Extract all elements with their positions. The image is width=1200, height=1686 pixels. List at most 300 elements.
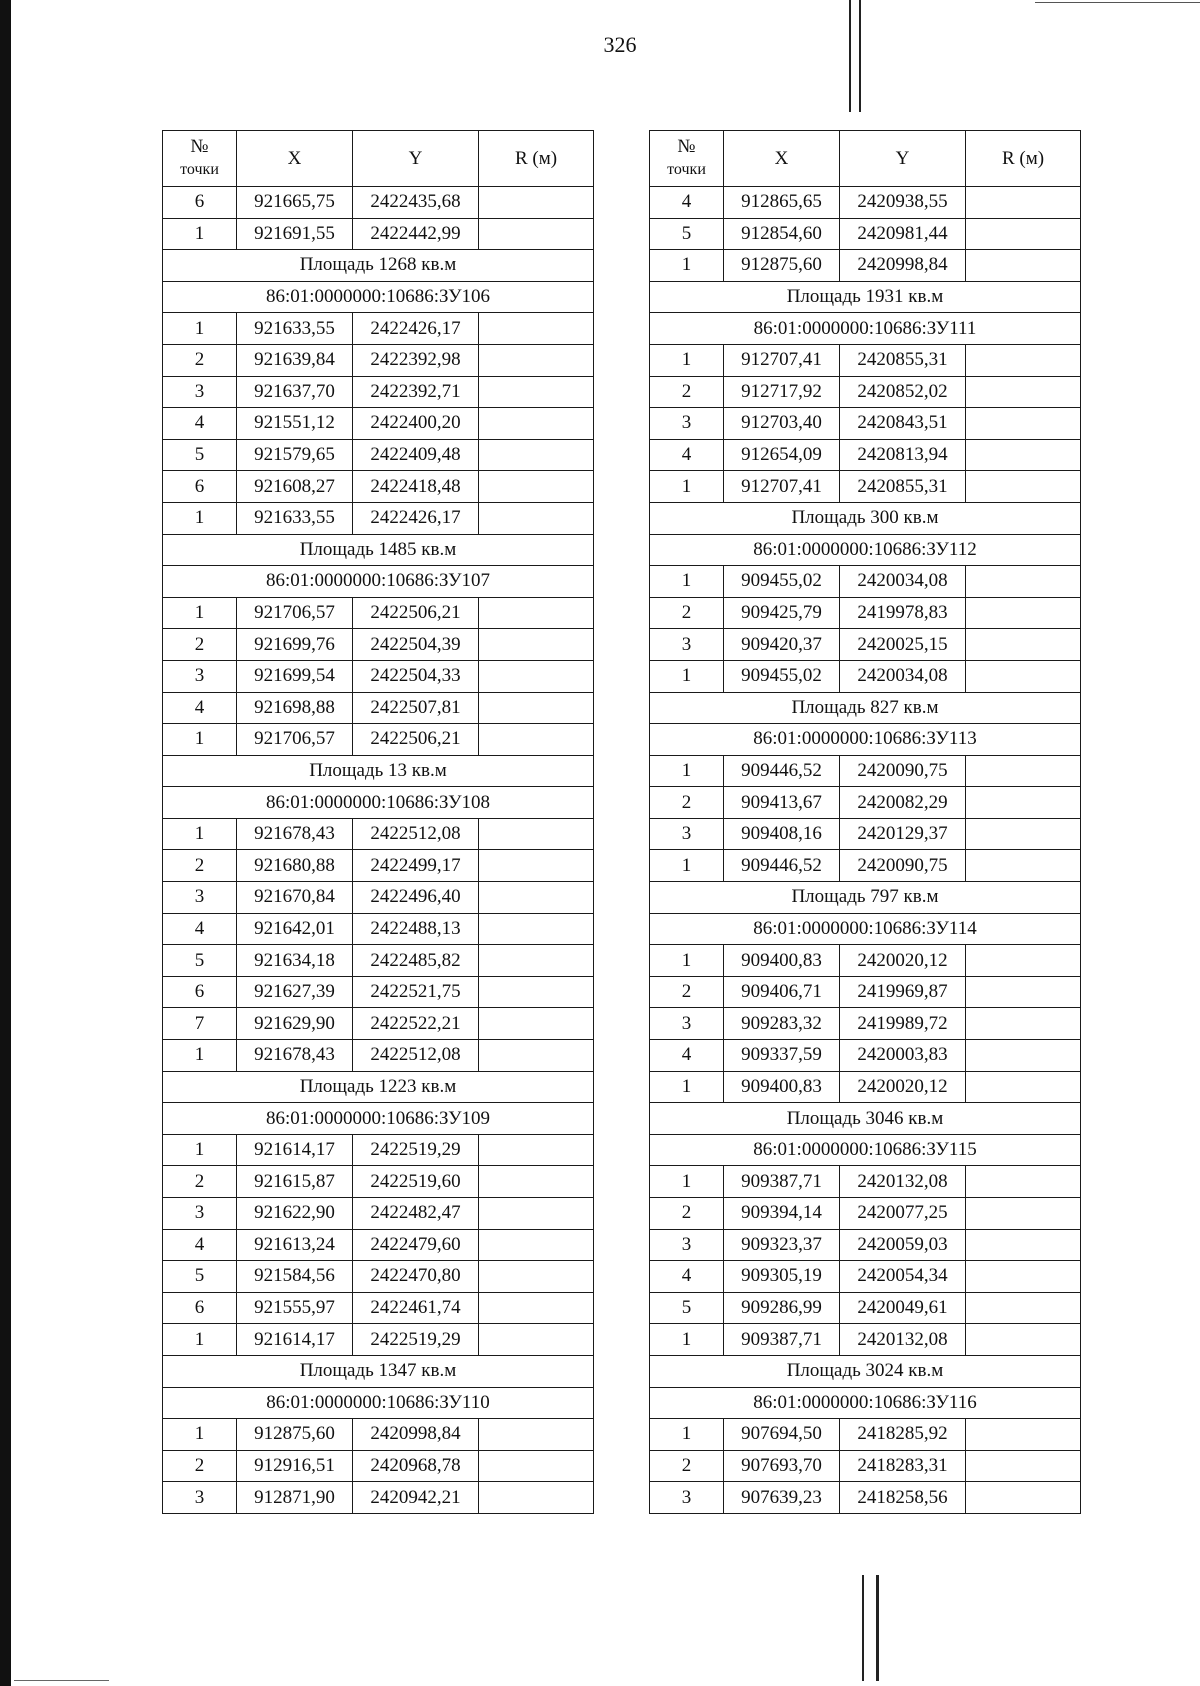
y-coordinate-cell: 2418283,31 (840, 1450, 966, 1482)
table-row (163, 597, 594, 629)
x-coordinate-cell: 907694,50 (724, 1419, 840, 1451)
point-number-cell: 4 (163, 692, 237, 724)
section-label-row (650, 313, 1081, 345)
radius-cell (479, 408, 594, 440)
section-label-row (163, 534, 594, 566)
y-coordinate-cell: 2420020,12 (840, 945, 966, 977)
parcel-cadastral-number: 86:01:0000000:10686:ЗУ114 (650, 913, 1081, 945)
y-coordinate-cell: 2422435,68 (353, 187, 479, 219)
y-coordinate-cell: 2420129,37 (840, 818, 966, 850)
table-row (163, 818, 594, 850)
x-coordinate-cell: 909446,52 (724, 850, 840, 882)
point-number-cell: 5 (163, 1261, 237, 1293)
parcel-area: Площадь 3024 кв.м (650, 1355, 1081, 1387)
table-row (163, 976, 594, 1008)
x-coordinate-cell: 921642,01 (237, 913, 353, 945)
section-label-row (163, 787, 594, 819)
binder-line (859, 0, 861, 112)
y-coordinate-cell: 2418258,56 (840, 1482, 966, 1514)
parcel-area: Площадь 1268 кв.м (163, 250, 594, 282)
point-number-cell: 5 (163, 945, 237, 977)
point-number-cell: 3 (650, 1008, 724, 1040)
radius-cell (479, 313, 594, 345)
radius-cell (966, 597, 1081, 629)
point-number-cell: 1 (650, 250, 724, 282)
y-coordinate-cell: 2420054,34 (840, 1261, 966, 1293)
table-row (163, 471, 594, 503)
radius-cell (966, 344, 1081, 376)
table-row (163, 1229, 594, 1261)
table-row (163, 1134, 594, 1166)
x-coordinate-cell: 912703,40 (724, 408, 840, 440)
point-number-cell: 1 (650, 660, 724, 692)
x-coordinate-cell: 909406,71 (724, 976, 840, 1008)
section-label-row (163, 755, 594, 787)
coordinates-table-left (162, 130, 594, 1514)
radius-cell (966, 376, 1081, 408)
x-coordinate-cell: 912654,09 (724, 439, 840, 471)
x-coordinate-cell: 921627,39 (237, 976, 353, 1008)
y-coordinate-cell: 2420025,15 (840, 629, 966, 661)
radius-cell (966, 976, 1081, 1008)
x-coordinate-cell: 912707,41 (724, 471, 840, 503)
parcel-area: Площадь 1931 кв.м (650, 281, 1081, 313)
y-coordinate-cell: 2422418,48 (353, 471, 479, 503)
x-coordinate-cell: 921639,84 (237, 344, 353, 376)
x-coordinate-cell: 909394,14 (724, 1198, 840, 1230)
x-coordinate-cell: 921637,70 (237, 376, 353, 408)
y-coordinate-cell: 2420855,31 (840, 471, 966, 503)
binder-line (862, 1575, 864, 1681)
x-coordinate-cell: 909455,02 (724, 660, 840, 692)
x-coordinate-cell: 921691,55 (237, 218, 353, 250)
x-coordinate-cell: 921579,65 (237, 439, 353, 471)
y-coordinate-cell: 2422400,20 (353, 408, 479, 440)
y-coordinate-cell: 2420132,08 (840, 1166, 966, 1198)
table-row (163, 882, 594, 914)
table-row (163, 408, 594, 440)
radius-cell (966, 629, 1081, 661)
radius-cell (966, 439, 1081, 471)
table-row (163, 502, 594, 534)
x-coordinate-cell: 921678,43 (237, 818, 353, 850)
radius-cell (479, 1482, 594, 1514)
y-coordinate-cell: 2420082,29 (840, 787, 966, 819)
section-label-row (163, 281, 594, 313)
point-number-cell: 4 (650, 187, 724, 219)
radius-cell (966, 945, 1081, 977)
radius-cell (966, 218, 1081, 250)
radius-cell (966, 1324, 1081, 1356)
x-coordinate-cell: 921622,90 (237, 1198, 353, 1230)
x-coordinate-cell: 921584,56 (237, 1261, 353, 1293)
radius-cell (479, 597, 594, 629)
point-number-cell: 1 (163, 724, 237, 756)
point-number-cell: 1 (163, 1324, 237, 1356)
radius-cell (479, 1419, 594, 1451)
point-number-cell: 7 (163, 1008, 237, 1040)
point-number-cell: 3 (163, 1482, 237, 1514)
section-label-row (650, 1387, 1081, 1419)
y-coordinate-cell: 2422522,21 (353, 1008, 479, 1040)
point-number-cell: 5 (650, 218, 724, 250)
table-row (163, 1040, 594, 1072)
x-coordinate-cell: 912854,60 (724, 218, 840, 250)
x-coordinate-cell: 912717,92 (724, 376, 840, 408)
x-coordinate-cell: 921680,88 (237, 850, 353, 882)
y-coordinate-cell: 2418285,92 (840, 1419, 966, 1451)
y-coordinate-cell: 2419969,87 (840, 976, 966, 1008)
y-coordinate-cell: 2422409,48 (353, 439, 479, 471)
point-number-cell: 3 (163, 1198, 237, 1230)
point-number-cell: 4 (163, 1229, 237, 1261)
x-coordinate-cell: 921670,84 (237, 882, 353, 914)
point-number-cell: 1 (650, 344, 724, 376)
x-coordinate-cell: 921614,17 (237, 1134, 353, 1166)
section-label-row (163, 1355, 594, 1387)
y-coordinate-cell: 2422470,80 (353, 1261, 479, 1293)
y-coordinate-cell: 2422519,29 (353, 1134, 479, 1166)
parcel-cadastral-number: 86:01:0000000:10686:ЗУ115 (650, 1134, 1081, 1166)
radius-cell (479, 1198, 594, 1230)
radius-cell (966, 850, 1081, 882)
coordinates-table-right (649, 130, 1081, 1514)
section-label-row (650, 1355, 1081, 1387)
radius-cell (479, 945, 594, 977)
binder-line (876, 1575, 879, 1681)
radius-cell (966, 1040, 1081, 1072)
page-number: 326 (603, 32, 637, 57)
table-row (650, 1040, 1081, 1072)
point-number-cell: 1 (650, 1071, 724, 1103)
y-coordinate-cell: 2420132,08 (840, 1324, 966, 1356)
point-number-cell: 1 (650, 1324, 724, 1356)
y-coordinate-cell: 2419989,72 (840, 1008, 966, 1040)
point-number-cell: 3 (163, 376, 237, 408)
radius-cell (479, 1008, 594, 1040)
header-y: Y (353, 131, 479, 187)
point-number-cell: 3 (650, 818, 724, 850)
header-num-symbol: № (190, 136, 209, 157)
table-row (163, 692, 594, 724)
x-coordinate-cell: 909413,67 (724, 787, 840, 819)
x-coordinate-cell: 909387,71 (724, 1324, 840, 1356)
x-coordinate-cell: 921634,18 (237, 945, 353, 977)
binder-line (849, 0, 851, 112)
y-coordinate-cell: 2420059,03 (840, 1229, 966, 1261)
x-coordinate-cell: 909283,32 (724, 1008, 840, 1040)
x-coordinate-cell: 921699,54 (237, 660, 353, 692)
radius-cell (966, 1166, 1081, 1198)
x-coordinate-cell: 912871,90 (237, 1482, 353, 1514)
radius-cell (966, 1198, 1081, 1230)
table-body (163, 187, 594, 1514)
point-number-cell: 2 (163, 344, 237, 376)
table-row (163, 1450, 594, 1482)
point-number-cell: 3 (650, 408, 724, 440)
radius-cell (479, 218, 594, 250)
section-label-row (650, 913, 1081, 945)
table-row (650, 1229, 1081, 1261)
y-coordinate-cell: 2422499,17 (353, 850, 479, 882)
radius-cell (479, 913, 594, 945)
parcel-area: Площадь 797 кв.м (650, 882, 1081, 914)
table-row (163, 724, 594, 756)
section-label-row (163, 566, 594, 598)
point-number-cell: 2 (163, 1450, 237, 1482)
parcel-cadastral-number: 86:01:0000000:10686:ЗУ113 (650, 724, 1081, 756)
y-coordinate-cell: 2420090,75 (840, 755, 966, 787)
x-coordinate-cell: 909305,19 (724, 1261, 840, 1293)
radius-cell (966, 1008, 1081, 1040)
x-coordinate-cell: 921633,55 (237, 313, 353, 345)
radius-cell (479, 1261, 594, 1293)
x-coordinate-cell: 921629,90 (237, 1008, 353, 1040)
x-coordinate-cell: 912875,60 (237, 1419, 353, 1451)
table-row (650, 1482, 1081, 1514)
radius-cell (479, 1134, 594, 1166)
x-coordinate-cell: 909400,83 (724, 1071, 840, 1103)
scan-artifact-rule (1035, 2, 1200, 3)
section-label-row (650, 692, 1081, 724)
table-row (650, 566, 1081, 598)
radius-cell (479, 439, 594, 471)
header-r: R (м) (966, 131, 1081, 187)
radius-cell (479, 1040, 594, 1072)
point-number-cell: 3 (650, 629, 724, 661)
radius-cell (479, 724, 594, 756)
y-coordinate-cell: 2422506,21 (353, 724, 479, 756)
table-row (650, 945, 1081, 977)
section-label-row (650, 882, 1081, 914)
table-row (650, 1292, 1081, 1324)
point-number-cell: 2 (163, 1166, 237, 1198)
table-row (650, 1166, 1081, 1198)
radius-cell (479, 1324, 594, 1356)
y-coordinate-cell: 2419978,83 (840, 597, 966, 629)
table-row (163, 1482, 594, 1514)
y-coordinate-cell: 2422426,17 (353, 502, 479, 534)
parcel-area: Площадь 1347 кв.м (163, 1355, 594, 1387)
table-row (163, 913, 594, 945)
parcel-cadastral-number: 86:01:0000000:10686:ЗУ108 (163, 787, 594, 819)
point-number-cell: 2 (650, 976, 724, 1008)
point-number-cell: 1 (163, 218, 237, 250)
header-y: Y (840, 131, 966, 187)
point-number-cell: 3 (650, 1229, 724, 1261)
point-number-cell: 1 (163, 313, 237, 345)
table-row (163, 1166, 594, 1198)
point-number-cell: 1 (163, 818, 237, 850)
y-coordinate-cell: 2422521,75 (353, 976, 479, 1008)
radius-cell (966, 471, 1081, 503)
table-row (650, 250, 1081, 282)
table-row (650, 818, 1081, 850)
scan-edge (0, 0, 11, 1686)
point-number-cell: 2 (163, 629, 237, 661)
y-coordinate-cell: 2422504,33 (353, 660, 479, 692)
radius-cell (966, 660, 1081, 692)
parcel-cadastral-number: 86:01:0000000:10686:ЗУ107 (163, 566, 594, 598)
radius-cell (966, 566, 1081, 598)
section-label-row (650, 502, 1081, 534)
point-number-cell: 1 (163, 1134, 237, 1166)
section-label-row (163, 1387, 594, 1419)
point-number-cell: 1 (163, 597, 237, 629)
table-row (650, 344, 1081, 376)
x-coordinate-cell: 909420,37 (724, 629, 840, 661)
point-number-cell: 6 (163, 1292, 237, 1324)
x-coordinate-cell: 921678,43 (237, 1040, 353, 1072)
radius-cell (966, 1292, 1081, 1324)
radius-cell (479, 882, 594, 914)
point-number-cell: 3 (163, 882, 237, 914)
y-coordinate-cell: 2422519,60 (353, 1166, 479, 1198)
parcel-area: Площадь 300 кв.м (650, 502, 1081, 534)
header-r: R (м) (479, 131, 594, 187)
section-label-row (650, 724, 1081, 756)
scan-artifact-rule (14, 1680, 109, 1681)
parcel-area: Площадь 1485 кв.м (163, 534, 594, 566)
parcel-cadastral-number: 86:01:0000000:10686:ЗУ111 (650, 313, 1081, 345)
point-number-cell: 5 (163, 439, 237, 471)
header-num-symbol: № (677, 136, 696, 157)
x-coordinate-cell: 921706,57 (237, 597, 353, 629)
y-coordinate-cell: 2422512,08 (353, 818, 479, 850)
y-coordinate-cell: 2420049,61 (840, 1292, 966, 1324)
parcel-cadastral-number: 86:01:0000000:10686:ЗУ112 (650, 534, 1081, 566)
table-header-row (163, 131, 594, 187)
x-coordinate-cell: 921698,88 (237, 692, 353, 724)
y-coordinate-cell: 2420981,44 (840, 218, 966, 250)
y-coordinate-cell: 2420843,51 (840, 408, 966, 440)
radius-cell (966, 1229, 1081, 1261)
table-row (650, 376, 1081, 408)
radius-cell (966, 1482, 1081, 1514)
radius-cell (479, 502, 594, 534)
radius-cell (479, 1292, 594, 1324)
point-number-cell: 1 (650, 566, 724, 598)
radius-cell (479, 1229, 594, 1261)
y-coordinate-cell: 2420813,94 (840, 439, 966, 471)
table-row (163, 1292, 594, 1324)
table-row (650, 1324, 1081, 1356)
x-coordinate-cell: 912875,60 (724, 250, 840, 282)
table-row (163, 1261, 594, 1293)
x-coordinate-cell: 921706,57 (237, 724, 353, 756)
table-row (163, 1008, 594, 1040)
y-coordinate-cell: 2422479,60 (353, 1229, 479, 1261)
x-coordinate-cell: 909387,71 (724, 1166, 840, 1198)
y-coordinate-cell: 2422461,74 (353, 1292, 479, 1324)
table-row (650, 1450, 1081, 1482)
y-coordinate-cell: 2420034,08 (840, 660, 966, 692)
table-row (163, 1198, 594, 1230)
x-coordinate-cell: 912707,41 (724, 344, 840, 376)
radius-cell (479, 376, 594, 408)
radius-cell (479, 692, 594, 724)
x-coordinate-cell: 909400,83 (724, 945, 840, 977)
point-number-cell: 3 (163, 660, 237, 692)
y-coordinate-cell: 2420034,08 (840, 566, 966, 598)
parcel-area: Площадь 13 кв.м (163, 755, 594, 787)
radius-cell (966, 818, 1081, 850)
y-coordinate-cell: 2422507,81 (353, 692, 479, 724)
y-coordinate-cell: 2422392,71 (353, 376, 479, 408)
point-number-cell: 1 (650, 1166, 724, 1198)
y-coordinate-cell: 2420855,31 (840, 344, 966, 376)
y-coordinate-cell: 2420003,83 (840, 1040, 966, 1072)
table-row (650, 755, 1081, 787)
y-coordinate-cell: 2420020,12 (840, 1071, 966, 1103)
radius-cell (966, 187, 1081, 219)
x-coordinate-cell: 921665,75 (237, 187, 353, 219)
table-row (650, 1008, 1081, 1040)
radius-cell (966, 250, 1081, 282)
y-coordinate-cell: 2420968,78 (353, 1450, 479, 1482)
table-row (650, 1419, 1081, 1451)
point-number-cell: 1 (163, 1419, 237, 1451)
y-coordinate-cell: 2422482,47 (353, 1198, 479, 1230)
x-coordinate-cell: 909446,52 (724, 755, 840, 787)
table-row (163, 218, 594, 250)
table-row (163, 376, 594, 408)
section-label-row (163, 1103, 594, 1135)
header-x: X (237, 131, 353, 187)
table-row (163, 850, 594, 882)
point-number-cell: 2 (650, 376, 724, 408)
radius-cell (479, 1166, 594, 1198)
header-num-word: точки (180, 161, 219, 178)
point-number-cell: 1 (163, 1040, 237, 1072)
point-number-cell: 6 (163, 976, 237, 1008)
radius-cell (479, 629, 594, 661)
x-coordinate-cell: 909455,02 (724, 566, 840, 598)
point-number-cell: 1 (650, 850, 724, 882)
point-number-cell: 2 (650, 1450, 724, 1482)
y-coordinate-cell: 2422442,99 (353, 218, 479, 250)
y-coordinate-cell: 2420942,21 (353, 1482, 479, 1514)
x-coordinate-cell: 921615,87 (237, 1166, 353, 1198)
point-number-cell: 4 (650, 1261, 724, 1293)
point-number-cell: 2 (650, 787, 724, 819)
y-coordinate-cell: 2422504,39 (353, 629, 479, 661)
radius-cell (966, 1419, 1081, 1451)
y-coordinate-cell: 2422496,40 (353, 882, 479, 914)
radius-cell (966, 1450, 1081, 1482)
radius-cell (479, 850, 594, 882)
table-row (163, 439, 594, 471)
radius-cell (479, 344, 594, 376)
point-number-cell: 4 (163, 408, 237, 440)
radius-cell (479, 471, 594, 503)
x-coordinate-cell: 909408,16 (724, 818, 840, 850)
radius-cell (479, 187, 594, 219)
table-row (650, 1071, 1081, 1103)
point-number-cell: 2 (163, 850, 237, 882)
x-coordinate-cell: 921699,76 (237, 629, 353, 661)
table-row (163, 945, 594, 977)
radius-cell (479, 818, 594, 850)
table-row (163, 344, 594, 376)
radius-cell (966, 755, 1081, 787)
parcel-area: Площадь 827 кв.м (650, 692, 1081, 724)
radius-cell (479, 1450, 594, 1482)
table-row (650, 850, 1081, 882)
header-point-number (163, 131, 237, 187)
section-label-row (650, 281, 1081, 313)
point-number-cell: 2 (650, 1198, 724, 1230)
